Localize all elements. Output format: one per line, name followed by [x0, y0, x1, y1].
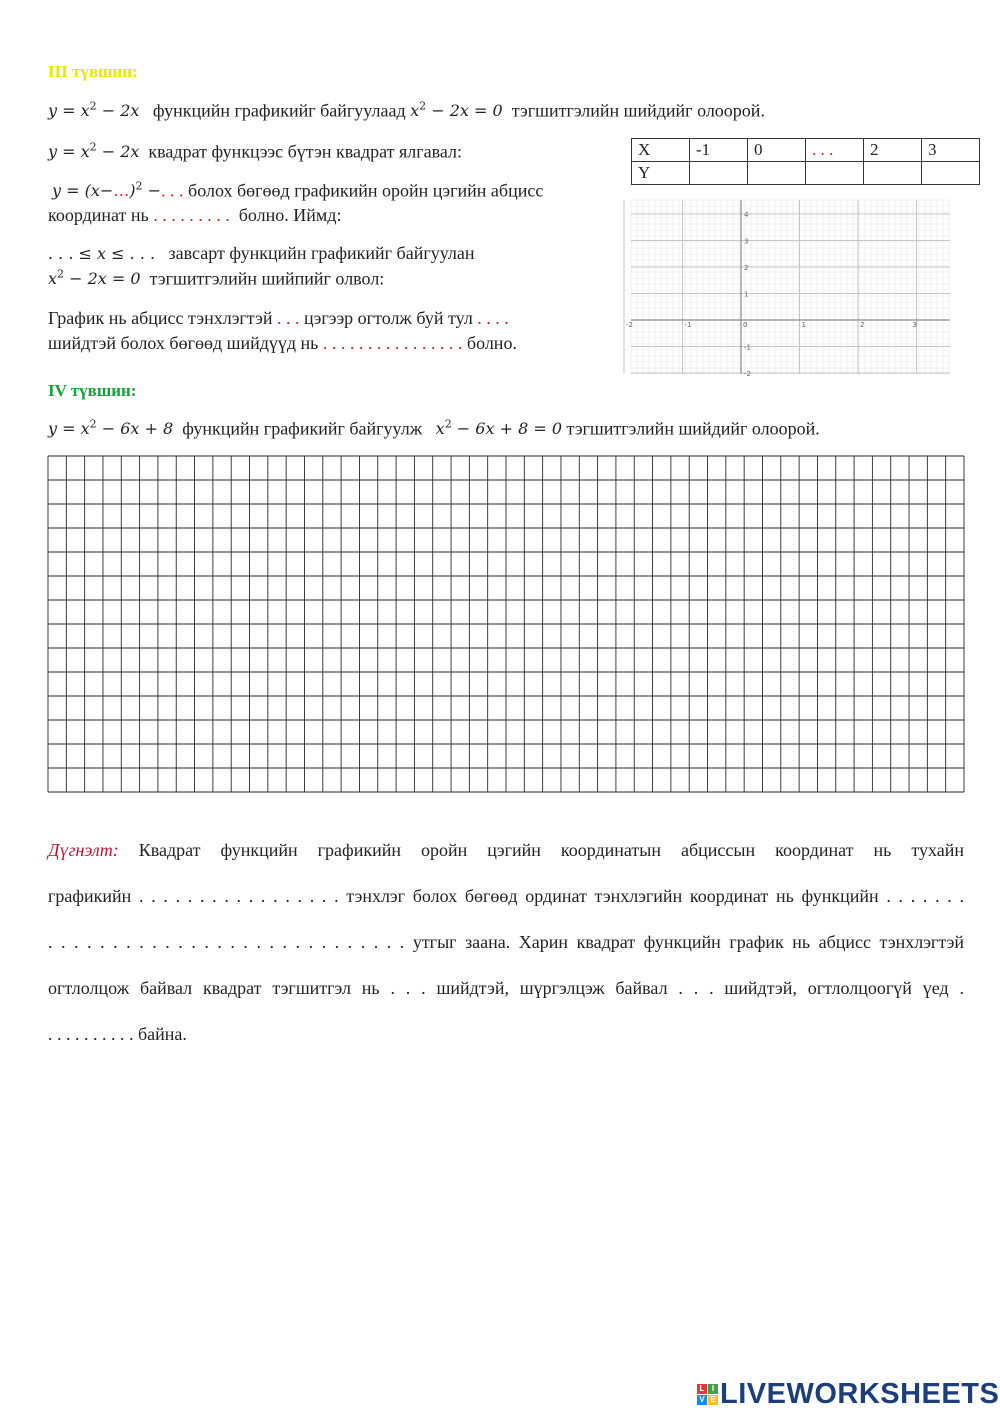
x-tick-label: 1: [801, 320, 806, 329]
table-cell-input[interactable]: [922, 162, 980, 185]
equation-formula: $x^2 - 2x = 0$: [48, 268, 141, 289]
blank-input[interactable]: . . . .: [477, 308, 509, 328]
coordinate-graph[interactable]: [626, 200, 950, 378]
conclusion-line-4: огтлолцож байвал квадрат тэгшитгэл нь . . . шийдтэй, шүргэлцэж байвал . . . шийдтэй, огтлолцоогүй үед .: [48, 978, 964, 998]
table-cell: 2: [864, 139, 922, 162]
logo-text: LIVEWORKSHEETS: [720, 1377, 1000, 1410]
y-tick-label: 1: [744, 290, 749, 299]
y-tick-label: 3: [744, 237, 749, 246]
function-formula: $y = x^2 - 2x$: [48, 141, 140, 162]
table-cell: X: [632, 139, 690, 162]
table-row-y: [632, 162, 980, 185]
equation-formula: $x^2 - 6x + 8 = 0$: [435, 418, 562, 439]
task-text-2: тэгшитгэлийн шийдийг олоорой.: [511, 100, 765, 121]
table-cell: -1: [690, 139, 748, 162]
table-cell: Y: [632, 162, 690, 185]
x-tick-label: 2: [860, 320, 865, 329]
blank-input[interactable]: . . .: [276, 308, 300, 328]
table-row-x: [632, 139, 980, 162]
table-cell-input[interactable]: [864, 162, 922, 185]
level3-line2: [48, 141, 462, 162]
y-tick-label: -2: [744, 370, 751, 378]
level3-line6: $x^2 - 2x = 0$ тэгшитгэлийн шийпийг олвол:: [48, 268, 385, 289]
equation-formula: $x^2 - 2x = 0$: [410, 100, 503, 121]
conclusion-line-3: . . . . . . . . . . . . . . . . . . . . . . . . . . . . утгыг заана. Харин квадрат функцийн график нь абцисс тэнхлэгтэй: [48, 932, 964, 952]
table-cell-input[interactable]: [806, 162, 864, 185]
conclusion-line-2: графикийн . . . . . . . . . . . . . . . . . тэнхлэг болох бөгөөд ординат тэнхлэгийн координат нь функцийн . . . . . . .: [48, 886, 964, 906]
interval-formula: . . . ≤ x ≤ . . .: [48, 244, 156, 263]
conclusion-line-5: . . . . . . . . . . байна.: [48, 1024, 187, 1044]
y-tick-label: -1: [744, 343, 751, 352]
level3-task: [48, 100, 765, 121]
task-text-1: функцийн графикийг байгуулаад: [152, 100, 406, 121]
level4-task: $y = x^2 - 6x + 8$ функцийн графикийг байгуулж $x^2 - 6x + 8 = 0$ тэгшитгэлийн шийдийг олоорой.: [48, 418, 820, 439]
table-cell-blank[interactable]: . . .: [806, 139, 864, 162]
liveworksheets-logo: [697, 1377, 999, 1411]
function-formula: $y = x^2 - 2x$: [48, 100, 140, 121]
drawing-grid[interactable]: [47, 455, 965, 793]
level3-line4: координат нь . . . . . . . . . болно. Иймд:: [48, 205, 342, 225]
x-tick-label: 0: [743, 320, 748, 329]
table-cell: 3: [922, 139, 980, 162]
level3-heading: III түвшин:: [48, 62, 138, 81]
logo-icon: L I V E: [697, 1384, 718, 1405]
blank-input[interactable]: . . .: [161, 180, 184, 201]
table-cell-input[interactable]: [748, 162, 806, 185]
y-tick-label: 2: [744, 264, 749, 272]
table-cell-input[interactable]: [690, 162, 748, 185]
complete-square-formula: y = (x−…)$^2$ −: [52, 180, 162, 201]
level3-line5: . . . ≤ x ≤ . . . завсарт функцийн графикийг байгуулан: [48, 243, 475, 263]
line2-text: квадрат функцээс бүтэн квадрат ялгавал:: [148, 141, 463, 162]
table-cell: 0: [748, 139, 806, 162]
blank-input[interactable]: . . . . . . . . . . . . . . . .: [322, 333, 463, 353]
conclusion-line-1: Дүгнэлт: Квадрат функцийн графикийн оройн цэгийн координатын абциссын координат нь тухайн: [48, 840, 964, 860]
level3-line8: шийдтэй болох бөгөөд шийдүүд нь . . . . . . . . . . . . . . . . болно.: [48, 333, 517, 353]
x-tick-label: 3: [912, 320, 917, 329]
value-table: [631, 138, 980, 185]
level4-heading: IV түвшин:: [48, 381, 137, 400]
x-tick-label: -1: [684, 320, 692, 329]
level3-line3: [52, 180, 543, 201]
conclusion-label: Дүгнэлт:: [48, 840, 119, 860]
x-tick-label: -2: [626, 320, 633, 329]
blank-input[interactable]: . . . . . . . . .: [153, 205, 230, 225]
blank-input[interactable]: …: [113, 181, 130, 201]
y-tick-label: 4: [744, 211, 749, 219]
line3-text: болох бөгөөд графикийн оройн цэгийн абцисс: [188, 180, 544, 201]
level3-line7: График нь абцисс тэнхлэгтэй . . . цэгээр огтолж буй тул . . . .: [48, 308, 509, 328]
function-formula: $y = x^2 - 6x + 8$: [48, 418, 174, 439]
